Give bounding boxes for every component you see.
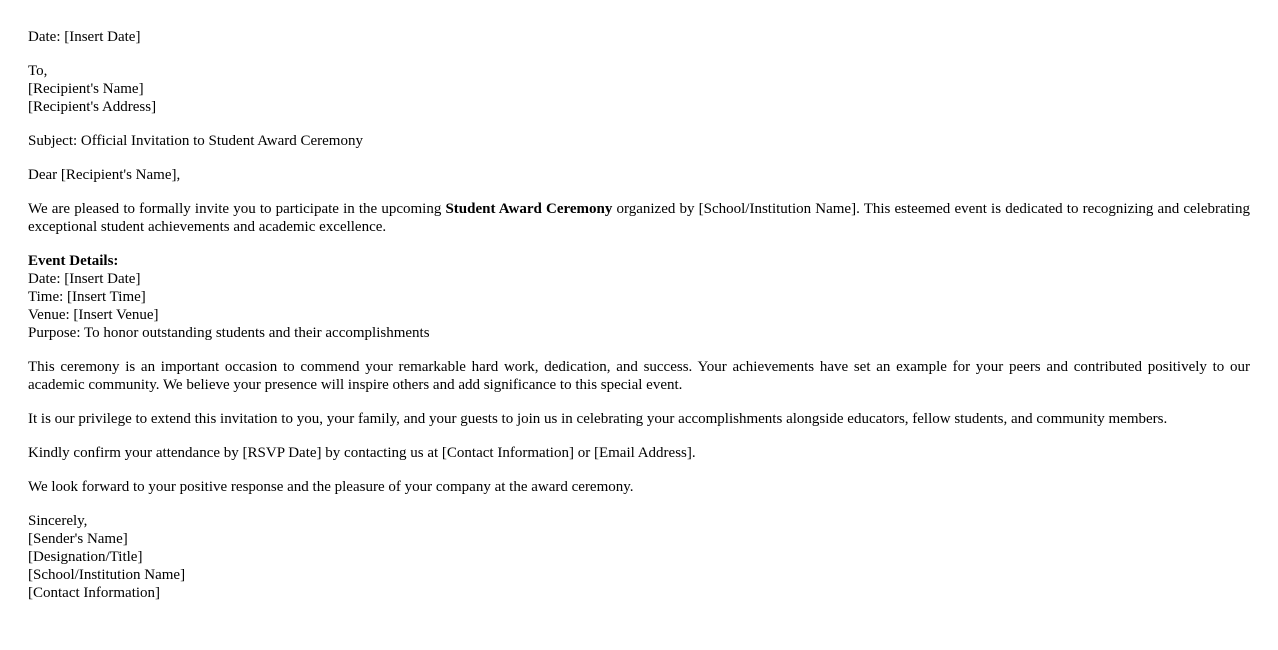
event-purpose: Purpose: To honor outstanding students and their accomplishments xyxy=(28,325,430,341)
sender-contact: [Contact Information] xyxy=(28,585,161,601)
intro-text-after: organized by [School/Institution Name]. This esteemed event is dedicated to recognizing and celebrating exceptional student achievements and academic excellence. xyxy=(28,201,1250,235)
date-block xyxy=(28,28,1250,46)
recipient-name: [Recipient's Name] xyxy=(28,81,144,97)
event-venue: Venue: [Insert Venue] xyxy=(28,307,159,323)
intro-text-before: We are pleased to formally invite you to participate in the upcoming xyxy=(28,201,446,217)
recipient-address: [Recipient's Address] xyxy=(28,99,157,115)
salutation: Dear [Recipient's Name], xyxy=(28,167,181,183)
event-date: Date: [Insert Date] xyxy=(28,271,141,287)
closing-word: Sincerely, xyxy=(28,513,88,529)
sender-institution: [School/Institution Name] xyxy=(28,567,186,583)
sender-designation: [Designation/Title] xyxy=(28,549,143,565)
sender-name: [Sender's Name] xyxy=(28,531,128,547)
ceremony-name-emphasis: Student Award Ceremony xyxy=(445,201,613,217)
event-details-heading: Event Details: xyxy=(28,253,119,269)
event-details-block xyxy=(28,252,1250,342)
closing-paragraph: We look forward to your positive response and the pleasure of your company at the award ceremony. xyxy=(28,479,634,495)
privilege-paragraph: It is our privilege to extend this invitation to you, your family, and your guests to join us in celebrating your accomplishments alongside educators, fellow students, and community members. xyxy=(28,411,1168,427)
salutation-block xyxy=(28,166,1250,184)
intro-paragraph xyxy=(28,200,1250,236)
recipient-block xyxy=(28,62,1250,116)
subject-block xyxy=(28,132,1250,150)
signature-block xyxy=(28,512,1250,602)
rsvp-paragraph: Kindly confirm your attendance by [RSVP Date] by contacting us at [Contact Information] or [Email Address]. xyxy=(28,445,696,461)
event-time: Time: [Insert Time] xyxy=(28,289,146,305)
subject-line: Subject: Official Invitation to Student Award Ceremony xyxy=(28,133,363,149)
letter-date: Date: [Insert Date] xyxy=(28,29,141,45)
to-label: To, xyxy=(28,63,48,79)
ceremony-paragraph: This ceremony is an important occasion to commend your remarkable hard work, dedication, and success. Your achievements have set an example for your peers and contributed positively to our academic community. We believe your presence will inspire others and add significance to this special event. xyxy=(28,359,1250,393)
invitation-letter xyxy=(28,28,1250,618)
